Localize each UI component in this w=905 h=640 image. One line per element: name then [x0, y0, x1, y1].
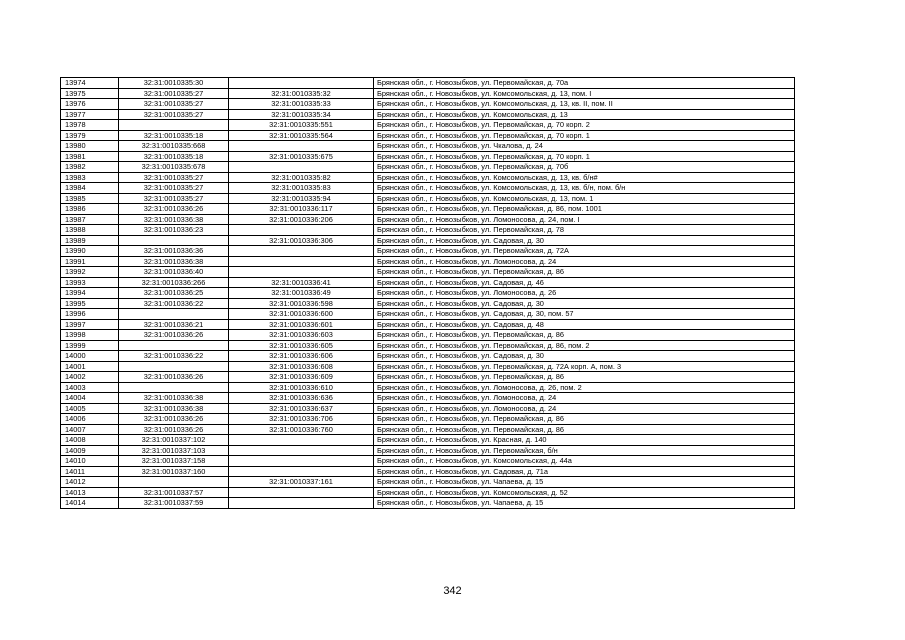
table-row [61, 193, 795, 204]
land-parcel-cadastral-number-cell: 32:31:0010336:38 [119, 403, 229, 414]
record-number-cell: 13980 [61, 141, 119, 152]
building-cadastral-number-cell [229, 246, 374, 257]
address-cell: Брянская обл., г. Новозыбков, ул. Ломоносова, д. 24, пом. I [374, 214, 795, 225]
address-cell: Брянская обл., г. Новозыбков, ул. Первомайская, д. 72А корп. А, пом. 3 [374, 361, 795, 372]
record-number-cell: 13975 [61, 88, 119, 99]
table-row [61, 298, 795, 309]
record-number-cell: 13981 [61, 151, 119, 162]
building-cadastral-number-cell: 32:31:0010335:83 [229, 183, 374, 194]
address-cell: Брянская обл., г. Новозыбков, ул. Первомайская, д. 86 [374, 414, 795, 425]
table-row [61, 246, 795, 257]
record-number-cell: 14014 [61, 498, 119, 509]
land-parcel-cadastral-number-cell [119, 309, 229, 320]
building-cadastral-number-cell: 32:31:0010336:206 [229, 214, 374, 225]
table-row [61, 466, 795, 477]
land-parcel-cadastral-number-cell: 32:31:0010337:102 [119, 435, 229, 446]
building-cadastral-number-cell [229, 78, 374, 89]
land-parcel-cadastral-number-cell: 32:31:0010336:26 [119, 204, 229, 215]
building-cadastral-number-cell: 32:31:0010335:34 [229, 109, 374, 120]
address-cell: Брянская обл., г. Новозыбков, ул. Комсомольская, д. 13 [374, 109, 795, 120]
table-row [61, 151, 795, 162]
record-number-cell: 13984 [61, 183, 119, 194]
record-number-cell: 13987 [61, 214, 119, 225]
building-cadastral-number-cell [229, 256, 374, 267]
record-number-cell: 13986 [61, 204, 119, 215]
building-cadastral-number-cell: 32:31:0010336:609 [229, 372, 374, 383]
record-number-cell: 14003 [61, 382, 119, 393]
table-row [61, 130, 795, 141]
address-cell: Брянская обл., г. Новозыбков, ул. Садовая, д. 71а [374, 466, 795, 477]
building-cadastral-number-cell: 32:31:0010335:94 [229, 193, 374, 204]
land-parcel-cadastral-number-cell: 32:31:0010337:158 [119, 456, 229, 467]
table-row [61, 340, 795, 351]
record-number-cell: 13979 [61, 130, 119, 141]
table-row [61, 88, 795, 99]
table-row [61, 204, 795, 215]
address-cell: Брянская обл., г. Новозыбков, ул. Красная, д. 140 [374, 435, 795, 446]
land-parcel-cadastral-number-cell [119, 477, 229, 488]
land-parcel-cadastral-number-cell: 32:31:0010336:22 [119, 298, 229, 309]
land-parcel-cadastral-number-cell: 32:31:0010335:27 [119, 172, 229, 183]
record-number-cell: 13976 [61, 99, 119, 110]
address-cell: Брянская обл., г. Новозыбков, ул. Комсомольская, д. 52 [374, 487, 795, 498]
table-row [61, 183, 795, 194]
registry-table-body [61, 78, 795, 509]
table-row [61, 330, 795, 341]
land-parcel-cadastral-number-cell: 32:31:0010336:36 [119, 246, 229, 257]
building-cadastral-number-cell: 32:31:0010336:306 [229, 235, 374, 246]
record-number-cell: 13992 [61, 267, 119, 278]
table-row [61, 172, 795, 183]
address-cell: Брянская обл., г. Новозыбков, ул. Садовая, д. 48 [374, 319, 795, 330]
address-cell: Брянская обл., г. Новозыбков, ул. Комсомольская, д. 13, пом. 1 [374, 193, 795, 204]
record-number-cell: 14006 [61, 414, 119, 425]
table-row [61, 414, 795, 425]
record-number-cell: 13993 [61, 277, 119, 288]
record-number-cell: 14009 [61, 445, 119, 456]
record-number-cell: 13998 [61, 330, 119, 341]
record-number-cell: 13983 [61, 172, 119, 183]
land-parcel-cadastral-number-cell: 32:31:0010335:18 [119, 151, 229, 162]
land-parcel-cadastral-number-cell: 32:31:0010336:26 [119, 372, 229, 383]
table-row [61, 141, 795, 152]
land-parcel-cadastral-number-cell: 32:31:0010335:668 [119, 141, 229, 152]
building-cadastral-number-cell: 32:31:0010336:760 [229, 424, 374, 435]
record-number-cell: 13999 [61, 340, 119, 351]
building-cadastral-number-cell [229, 487, 374, 498]
building-cadastral-number-cell [229, 466, 374, 477]
table-row [61, 267, 795, 278]
address-cell: Брянская обл., г. Новозыбков, ул. Комсомольская, д. 13, кв. II, пом. II [374, 99, 795, 110]
land-parcel-cadastral-number-cell: 32:31:0010336:22 [119, 351, 229, 362]
address-cell: Брянская обл., г. Новозыбков, ул. Первомайская, д. 78 [374, 225, 795, 236]
land-parcel-cadastral-number-cell: 32:31:0010336:38 [119, 214, 229, 225]
record-number-cell: 14001 [61, 361, 119, 372]
cadastral-registry-table [60, 77, 795, 509]
record-number-cell: 14010 [61, 456, 119, 467]
table-row [61, 288, 795, 299]
record-number-cell: 14012 [61, 477, 119, 488]
building-cadastral-number-cell: 32:31:0010336:49 [229, 288, 374, 299]
building-cadastral-number-cell: 32:31:0010335:551 [229, 120, 374, 131]
building-cadastral-number-cell [229, 435, 374, 446]
record-number-cell: 13974 [61, 78, 119, 89]
building-cadastral-number-cell: 32:31:0010336:606 [229, 351, 374, 362]
building-cadastral-number-cell: 32:31:0010335:33 [229, 99, 374, 110]
table-row [61, 351, 795, 362]
building-cadastral-number-cell: 32:31:0010336:41 [229, 277, 374, 288]
record-number-cell: 14008 [61, 435, 119, 446]
building-cadastral-number-cell: 32:31:0010336:598 [229, 298, 374, 309]
address-cell: Брянская обл., г. Новозыбков, ул. Первомайская, д. 86 [374, 267, 795, 278]
record-number-cell: 13991 [61, 256, 119, 267]
record-number-cell: 14000 [61, 351, 119, 362]
land-parcel-cadastral-number-cell: 32:31:0010336:26 [119, 330, 229, 341]
land-parcel-cadastral-number-cell: 32:31:0010335:27 [119, 99, 229, 110]
table-row [61, 277, 795, 288]
land-parcel-cadastral-number-cell: 32:31:0010336:266 [119, 277, 229, 288]
address-cell: Брянская обл., г. Новозыбков, ул. Ломоносова, д. 26 [374, 288, 795, 299]
building-cadastral-number-cell [229, 498, 374, 509]
record-number-cell: 13997 [61, 319, 119, 330]
building-cadastral-number-cell [229, 267, 374, 278]
table-row [61, 214, 795, 225]
table-row [61, 498, 795, 509]
address-cell: Брянская обл., г. Новозыбков, ул. Первомайская, д. 70 корп. 2 [374, 120, 795, 131]
table-row [61, 99, 795, 110]
record-number-cell: 13977 [61, 109, 119, 120]
address-cell: Брянская обл., г. Новозыбков, ул. Первомайская, д. 70 корп. 1 [374, 151, 795, 162]
record-number-cell: 13990 [61, 246, 119, 257]
table-row [61, 309, 795, 320]
table-row [61, 487, 795, 498]
land-parcel-cadastral-number-cell: 32:31:0010335:27 [119, 193, 229, 204]
building-cadastral-number-cell [229, 162, 374, 173]
table-row [61, 382, 795, 393]
address-cell: Брянская обл., г. Новозыбков, ул. Первомайская, д. 70б [374, 162, 795, 173]
record-number-cell: 14004 [61, 393, 119, 404]
land-parcel-cadastral-number-cell [119, 361, 229, 372]
land-parcel-cadastral-number-cell: 32:31:0010336:21 [119, 319, 229, 330]
table-row [61, 225, 795, 236]
land-parcel-cadastral-number-cell [119, 235, 229, 246]
table-row [61, 424, 795, 435]
building-cadastral-number-cell: 32:31:0010336:636 [229, 393, 374, 404]
land-parcel-cadastral-number-cell: 32:31:0010335:678 [119, 162, 229, 173]
building-cadastral-number-cell: 32:31:0010336:610 [229, 382, 374, 393]
building-cadastral-number-cell [229, 456, 374, 467]
record-number-cell: 13996 [61, 309, 119, 320]
table-row [61, 319, 795, 330]
building-cadastral-number-cell: 32:31:0010336:117 [229, 204, 374, 215]
record-number-cell: 13989 [61, 235, 119, 246]
land-parcel-cadastral-number-cell: 32:31:0010335:27 [119, 183, 229, 194]
table-row [61, 445, 795, 456]
land-parcel-cadastral-number-cell [119, 382, 229, 393]
address-cell: Брянская обл., г. Новозыбков, ул. Ломоносова, д. 24 [374, 256, 795, 267]
building-cadastral-number-cell: 32:31:0010335:32 [229, 88, 374, 99]
address-cell: Брянская обл., г. Новозыбков, ул. Первомайская, д. 86 [374, 424, 795, 435]
address-cell: Брянская обл., г. Новозыбков, ул. Садовая, д. 46 [374, 277, 795, 288]
table-row [61, 477, 795, 488]
land-parcel-cadastral-number-cell: 32:31:0010337:59 [119, 498, 229, 509]
table-row [61, 235, 795, 246]
building-cadastral-number-cell: 32:31:0010336:637 [229, 403, 374, 414]
address-cell: Брянская обл., г. Новозыбков, ул. Первомайская, д. 70а [374, 78, 795, 89]
record-number-cell: 13995 [61, 298, 119, 309]
address-cell: Брянская обл., г. Новозыбков, ул. Ломоносова, д. 26, пом. 2 [374, 382, 795, 393]
address-cell: Брянская обл., г. Новозыбков, ул. Комсомольская, д. 44а [374, 456, 795, 467]
record-number-cell: 13978 [61, 120, 119, 131]
land-parcel-cadastral-number-cell: 32:31:0010336:38 [119, 393, 229, 404]
address-cell: Брянская обл., г. Новозыбков, ул. Садовая, д. 30, пом. 57 [374, 309, 795, 320]
land-parcel-cadastral-number-cell: 32:31:0010336:25 [119, 288, 229, 299]
table-row [61, 456, 795, 467]
table-row [61, 393, 795, 404]
address-cell: Брянская обл., г. Новозыбков, ул. Ломоносова, д. 24 [374, 403, 795, 414]
address-cell: Брянская обл., г. Новозыбков, ул. Комсомольская, д. 13, пом. I [374, 88, 795, 99]
building-cadastral-number-cell: 32:31:0010335:564 [229, 130, 374, 141]
table-row [61, 162, 795, 173]
building-cadastral-number-cell: 32:31:0010336:605 [229, 340, 374, 351]
record-number-cell: 13994 [61, 288, 119, 299]
table-row [61, 403, 795, 414]
building-cadastral-number-cell: 32:31:0010335:82 [229, 172, 374, 183]
address-cell: Брянская обл., г. Новозыбков, ул. Комсомольская, д. 13, кв. б/н# [374, 172, 795, 183]
land-parcel-cadastral-number-cell: 32:31:0010336:26 [119, 414, 229, 425]
land-parcel-cadastral-number-cell: 32:31:0010336:40 [119, 267, 229, 278]
record-number-cell: 13985 [61, 193, 119, 204]
address-cell: Брянская обл., г. Новозыбков, ул. Чкалова, д. 24 [374, 141, 795, 152]
address-cell: Брянская обл., г. Новозыбков, ул. Садовая, д. 30 [374, 298, 795, 309]
land-parcel-cadastral-number-cell [119, 120, 229, 131]
land-parcel-cadastral-number-cell [119, 340, 229, 351]
building-cadastral-number-cell: 32:31:0010336:601 [229, 319, 374, 330]
land-parcel-cadastral-number-cell: 32:31:0010337:103 [119, 445, 229, 456]
record-number-cell: 14007 [61, 424, 119, 435]
land-parcel-cadastral-number-cell: 32:31:0010335:18 [119, 130, 229, 141]
address-cell: Брянская обл., г. Новозыбков, ул. Первомайская, д. 86 [374, 330, 795, 341]
record-number-cell: 13982 [61, 162, 119, 173]
land-parcel-cadastral-number-cell: 32:31:0010336:23 [119, 225, 229, 236]
record-number-cell: 14002 [61, 372, 119, 383]
address-cell: Брянская обл., г. Новозыбков, ул. Первомайская, б/н [374, 445, 795, 456]
record-number-cell: 14013 [61, 487, 119, 498]
land-parcel-cadastral-number-cell: 32:31:0010337:57 [119, 487, 229, 498]
building-cadastral-number-cell: 32:31:0010336:603 [229, 330, 374, 341]
address-cell: Брянская обл., г. Новозыбков, ул. Первомайская, д. 72А [374, 246, 795, 257]
address-cell: Брянская обл., г. Новозыбков, ул. Чапаева, д. 15 [374, 477, 795, 488]
address-cell: Брянская обл., г. Новозыбков, ул. Первомайская, д. 86, пом. 2 [374, 340, 795, 351]
table-row [61, 256, 795, 267]
building-cadastral-number-cell [229, 141, 374, 152]
table-row [61, 361, 795, 372]
table-row [61, 120, 795, 131]
land-parcel-cadastral-number-cell: 32:31:0010335:27 [119, 109, 229, 120]
table-row [61, 109, 795, 120]
table-row [61, 435, 795, 446]
address-cell: Брянская обл., г. Новозыбков, ул. Чапаева, д. 15 [374, 498, 795, 509]
building-cadastral-number-cell: 32:31:0010336:706 [229, 414, 374, 425]
land-parcel-cadastral-number-cell: 32:31:0010335:27 [119, 88, 229, 99]
record-number-cell: 14011 [61, 466, 119, 477]
building-cadastral-number-cell: 32:31:0010336:600 [229, 309, 374, 320]
land-parcel-cadastral-number-cell: 32:31:0010336:38 [119, 256, 229, 267]
building-cadastral-number-cell: 32:31:0010337:161 [229, 477, 374, 488]
building-cadastral-number-cell [229, 225, 374, 236]
address-cell: Брянская обл., г. Новозыбков, ул. Комсомольская, д. 13, кв. б/н, пом. б/н [374, 183, 795, 194]
address-cell: Брянская обл., г. Новозыбков, ул. Первомайская, д. 86, пом. 1001 [374, 204, 795, 215]
building-cadastral-number-cell: 32:31:0010335:675 [229, 151, 374, 162]
address-cell: Брянская обл., г. Новозыбков, ул. Первомайская, д. 86 [374, 372, 795, 383]
table-row [61, 78, 795, 89]
address-cell: Брянская обл., г. Новозыбков, ул. Ломоносова, д. 24 [374, 393, 795, 404]
land-parcel-cadastral-number-cell: 32:31:0010336:26 [119, 424, 229, 435]
address-cell: Брянская обл., г. Новозыбков, ул. Садовая, д. 30 [374, 351, 795, 362]
building-cadastral-number-cell [229, 445, 374, 456]
record-number-cell: 13988 [61, 225, 119, 236]
building-cadastral-number-cell: 32:31:0010336:608 [229, 361, 374, 372]
record-number-cell: 14005 [61, 403, 119, 414]
table-row [61, 372, 795, 383]
page-number: 342 [443, 585, 462, 597]
land-parcel-cadastral-number-cell: 32:31:0010335:30 [119, 78, 229, 89]
address-cell: Брянская обл., г. Новозыбков, ул. Первомайская, д. 70 корп. 1 [374, 130, 795, 141]
address-cell: Брянская обл., г. Новозыбков, ул. Садовая, д. 30 [374, 235, 795, 246]
land-parcel-cadastral-number-cell: 32:31:0010337:160 [119, 466, 229, 477]
